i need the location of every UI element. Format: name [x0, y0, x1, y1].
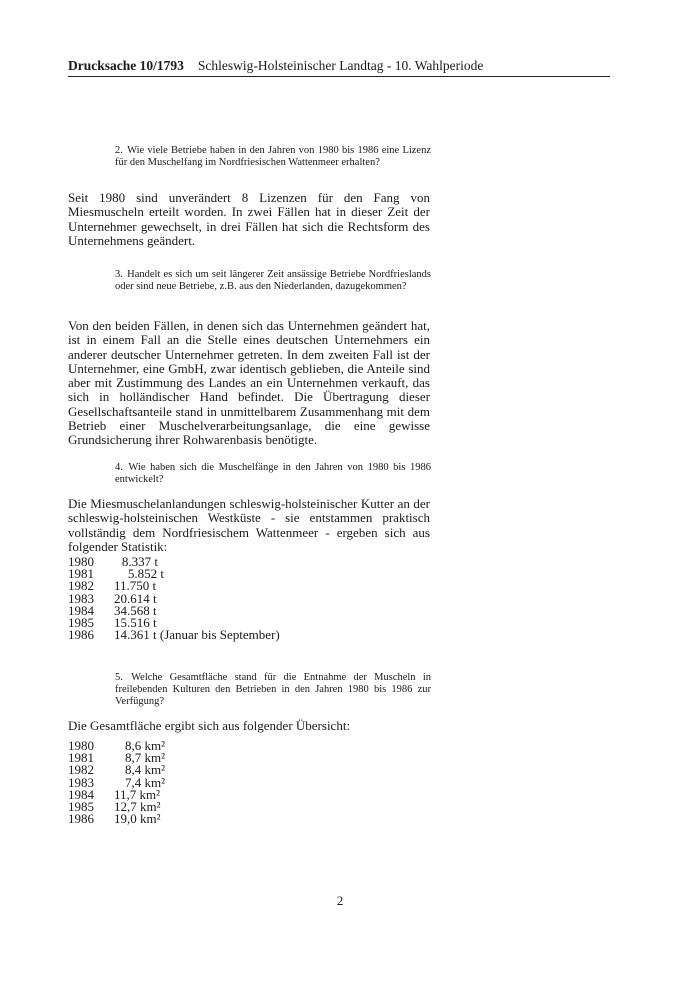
question-text: Wie haben sich die Muschelfänge in den Jahren von 1980 bis 1986 entwickelt?: [115, 462, 432, 485]
answer-2: Seit 1980 sind unverändert 8 Lizenzen für den Fang von Miesmuscheln erteilt worden. In zwei Fällen hat in dieser Zeit der Unternehmer gewechselt, in drei Fällen hat sich die Rechtsform des Unternehmens geändert.: [68, 190, 430, 248]
question-text: Wie viele Betriebe haben in den Jahren von 1980 bis 1986 eine Lizenz für den Muschelfang im Nordfriesischen Wattenmeer erhalten?: [115, 145, 432, 168]
year-cell: 1981: [68, 750, 94, 766]
page-header: [68, 58, 610, 77]
table-row: [68, 593, 280, 605]
year-cell: 1982: [68, 578, 94, 594]
question-3: [115, 269, 431, 293]
value-cell: 34.568 t: [114, 602, 157, 618]
value-cell: 11.750 t: [114, 578, 157, 594]
note-cell: (Januar bis September): [159, 627, 280, 643]
value-cell: 14.361 t: [114, 627, 157, 643]
value-cell: 8,7 km²: [124, 750, 165, 766]
year-cell: 1982: [68, 762, 94, 778]
question-text: Handelt es sich um seit längerer Zeit ansässige Betriebe Nordfrieslands oder sind neue Betriebe, z.B. aus den Niederlanden, dazugekommen?: [115, 269, 431, 292]
page-number: 2: [336, 893, 344, 908]
year-cell: 1984: [68, 786, 94, 802]
question-number: 2.: [115, 145, 123, 156]
question-number: 3.: [115, 269, 123, 280]
table-row: [68, 580, 280, 592]
value-cell: 8,6 km²: [124, 738, 165, 753]
table-row: [68, 605, 280, 617]
value-cell: 5.852 t: [127, 566, 164, 582]
value-cell: 20.614 t: [114, 590, 157, 606]
question-number: 5.: [115, 672, 123, 683]
year-cell: 1985: [68, 615, 94, 631]
catch-statistics-table: [68, 556, 280, 641]
header-title: Schleswig-Holsteinischer Landtag - 10. Wahlperiode: [197, 58, 484, 73]
table-row: [68, 629, 280, 641]
question-4: [115, 462, 431, 486]
year-cell: 1983: [68, 774, 94, 790]
value-cell: 8,4 km²: [124, 762, 165, 778]
year-cell: 1981: [68, 566, 94, 582]
document-number: Drucksache 10/1793: [68, 58, 184, 73]
table-row: [68, 568, 280, 580]
year-cell: 1983: [68, 590, 94, 606]
value-cell: 8.337 t: [121, 554, 158, 569]
value-cell: 15.516 t: [114, 615, 157, 631]
question-5: [115, 672, 431, 708]
year-cell: 1980: [68, 738, 94, 753]
year-cell: 1985: [68, 799, 94, 815]
year-cell: 1986: [68, 627, 94, 643]
answer-4: Die Miesmuschelanlandungen schleswig-holsteinischer Kutter an der schleswig-holsteinischen Westküste - sie entstammen praktisch vollständig dem Nordfriesischem Wattenmeer - ergeben sich aus folgender Statistik:: [68, 496, 430, 554]
question-number: 4.: [115, 462, 123, 473]
question-text: Welche Gesamtfläche stand für die Entnahme der Muscheln in freilebenden Kulturen den Betrieben in den Jahren 1980 bis 1986 zur Verfügung?: [115, 672, 431, 707]
table-row: [68, 556, 280, 568]
value-cell: 7,4 km²: [124, 774, 165, 790]
value-cell: 11,7 km²: [114, 786, 161, 802]
year-cell: 1986: [68, 811, 94, 827]
area-overview-table: [68, 740, 165, 825]
year-cell: 1980: [68, 554, 94, 569]
year-cell: 1984: [68, 602, 94, 618]
answer-5: Die Gesamtfläche ergibt sich aus folgender Übersicht:: [68, 718, 351, 733]
table-row: [68, 813, 165, 825]
answer-3: Von den beiden Fällen, in denen sich das Unternehmen geändert hat, ist in einem Fall an die Stelle eines deutschen Unternehmers ein anderer deutscher Unternehmer getreten. In dem zweiten Fall ist der Unternehmer, eine GmbH, zwar identisch geblieben, die Anteile sind aber mit Zustimmung des Landes an ein Unternehmen verkauft, das sich in holländischer Hand befindet. Die Übertragung dieser Gesellschaftsanteile stand in unmittelbarem Zusammenhang mit dem Betrieb einer Muschelverarbeitungsanlage, die eine gewisse Grundsicherung ihrer Rohwarenbasis benötigte.: [68, 318, 430, 448]
question-2: [115, 145, 431, 169]
value-cell: 19,0 km²: [114, 811, 161, 827]
value-cell: 12,7 km²: [114, 799, 161, 815]
